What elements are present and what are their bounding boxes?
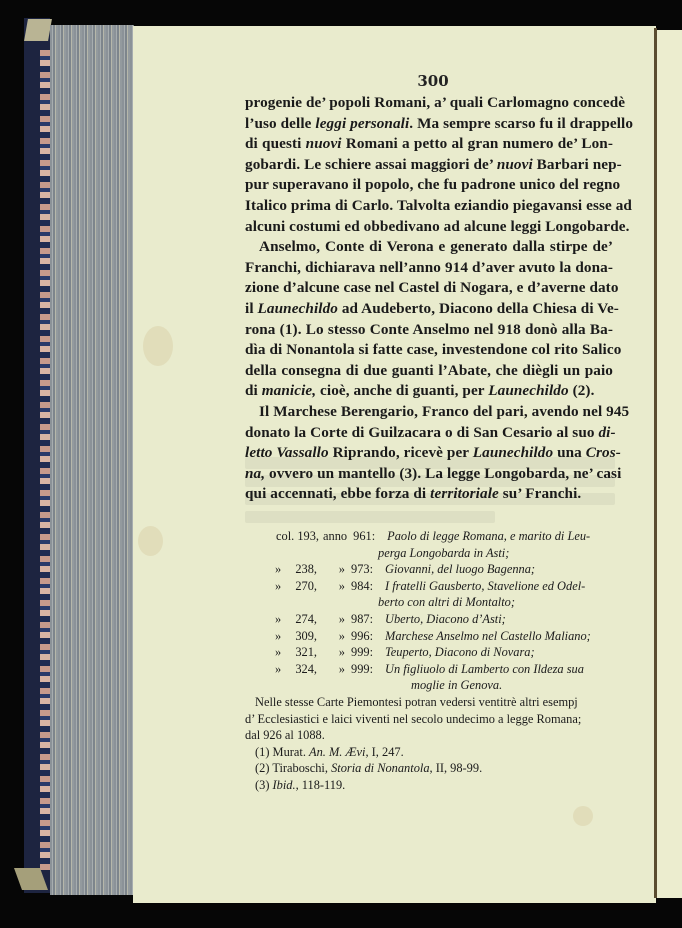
text-run: gobardi. Le schiere assai maggiori de’: [245, 155, 497, 173]
text-line: [245, 484, 613, 505]
text-run: pur superavano il popolo, che fu padrone unico del regno: [245, 176, 621, 194]
year: 987:: [351, 611, 374, 626]
text-line: [245, 464, 622, 485]
text-run: I, 247.: [368, 744, 404, 759]
note-entry: [245, 578, 615, 595]
text-run: Barbari nep-: [532, 155, 622, 173]
text-run: (2).: [568, 382, 595, 400]
footnote: [245, 777, 615, 794]
paper-stain: [573, 806, 593, 826]
italic-text: Cros-: [585, 444, 621, 462]
text-run: Italico prima di Carlo. Talvolta eziandio piegavansi esse ad: [245, 196, 632, 214]
note-paragraph-line: Nelle stesse Carte Piemontesi potran vedersi ventitrè altri esempj: [255, 694, 578, 709]
text-line: [245, 361, 613, 382]
italic-text: nuovi: [496, 155, 533, 173]
marbled-endpaper: [40, 50, 50, 870]
italic-text: Ibid.,: [272, 777, 299, 792]
text-run: di: [245, 382, 262, 400]
text-line: [245, 175, 621, 196]
paper-stain: [138, 526, 163, 556]
main-text: [245, 93, 634, 505]
ditto-mark: »: [275, 578, 282, 593]
text-run: cioè, anche di guanti, per: [316, 382, 489, 400]
column-number: 321,: [295, 645, 317, 660]
text-line: [245, 402, 630, 423]
text-line: [245, 217, 630, 238]
text-line: [245, 196, 632, 217]
note-entry: [245, 661, 615, 678]
text-run: alcuni costumi ed obbedivano ad alcune leggi Longobarde.: [245, 217, 630, 235]
note-entry: [245, 561, 615, 578]
text-run: rona (1). Lo stesso Conte Anselmo nel 918 donò alla Ba-: [245, 320, 613, 338]
year: 961:: [353, 529, 376, 543]
text-run: della consegna di due guanti l’Abate, che diègli un paio: [245, 361, 613, 379]
text-run: di questi: [245, 135, 306, 153]
italic-text: manicie,: [261, 382, 317, 400]
text-run: ad Audeberto, Diacono della Chiesa di Ve-: [337, 299, 619, 317]
note-paragraph-line: d’ Ecclesiastici e laici viventi nel secolo undecimo a legge Romana;: [245, 711, 582, 726]
note-description: Un figliuolo di Lamberto con Ildeza sua: [385, 661, 584, 676]
italic-text: leggi personali: [315, 114, 410, 132]
page-number: 300: [417, 72, 449, 90]
text-run: qui accennati, ebbe forza di: [245, 485, 431, 503]
text-run: Romani a petto al gran numero de’ Lon-: [341, 135, 613, 153]
footnote: [245, 744, 615, 761]
year: 999:: [351, 645, 374, 660]
italic-text: Launechildo: [488, 382, 569, 400]
column-number: 324,: [295, 661, 317, 676]
ditto-mark: »: [338, 562, 345, 577]
text-line: [245, 114, 634, 135]
text-run: ovvero un mantello (3). La legge Longobarda, ne’ casi: [265, 464, 622, 482]
ditto-mark: »: [338, 628, 345, 643]
year: 999:: [351, 661, 374, 676]
ditto-mark: »: [338, 645, 345, 660]
text-line: [245, 258, 613, 279]
ditto-mark: »: [338, 611, 345, 626]
text-line: [245, 381, 613, 402]
year-label: anno: [323, 529, 348, 543]
text-run: (2) Tiraboschi,: [255, 761, 332, 776]
text-run: il: [245, 299, 258, 317]
column-number: 274,: [295, 611, 317, 626]
column-number: 238,: [295, 562, 317, 577]
italic-text: di-: [598, 423, 616, 441]
note-description: Marchese Anselmo nel Castello Maliano;: [385, 628, 591, 643]
facing-page: [657, 30, 682, 898]
note-description: Teuperto, Diacono di Novara;: [385, 645, 535, 660]
text-run: Franchi, dichiarava nell’anno 914 d’aver avuto la dona-: [245, 258, 613, 276]
ditto-mark: »: [275, 661, 282, 676]
italic-text: Storia di Nonantola,: [331, 761, 433, 776]
note-entry: [245, 628, 615, 645]
italic-text: Launechildo: [257, 299, 338, 317]
text-line: [245, 423, 616, 444]
year: 984:: [351, 578, 374, 593]
note-description-continued: berto con altri di Montalto;: [378, 595, 515, 610]
note-paragraph-line: dal 926 al 1088.: [245, 728, 325, 743]
note-entry: [245, 611, 615, 628]
italic-text: An. M. Ævi,: [309, 744, 369, 759]
note-description-continued: moglie in Genova.: [411, 678, 503, 693]
italic-text: territoriale: [430, 485, 499, 503]
ditto-mark: »: [338, 661, 345, 676]
text-line: [245, 340, 622, 361]
text-run: donato la Corte di Guilzacara o di San Cesario al suo: [245, 423, 599, 441]
note-description: Paolo di legge Romana, e marito di Leu-: [387, 529, 591, 543]
text-line: [245, 134, 613, 155]
note-description: Giovanni, del luogo Bagenna;: [385, 562, 536, 577]
text-line: [245, 299, 619, 320]
text-line: [245, 237, 613, 258]
ditto-mark: »: [338, 578, 345, 593]
text-line: [245, 320, 613, 341]
note-description: Uberto, Diacono d’Asti;: [385, 611, 506, 626]
notes-section: [245, 528, 615, 794]
text-run: zione d’alcune case nel Castel di Nogara, e d’averne dato: [245, 279, 619, 297]
text-line: [245, 93, 626, 114]
text-line: [245, 155, 622, 176]
text-run: Riprando, ricevè per: [328, 444, 473, 462]
note-description-continued: perga Longobarda in Asti;: [378, 545, 510, 560]
note-entry: [245, 528, 615, 545]
text-run: l’uso delle: [245, 114, 316, 132]
italic-text: nuovi: [305, 135, 342, 153]
text-run: progenie de’ popoli Romani, a’ quali Carlomagno concedè: [245, 94, 626, 111]
ditto-mark: »: [275, 628, 282, 643]
column-number: col. 193,: [276, 529, 320, 543]
bleed-through-text: [245, 511, 495, 523]
paper-stain: [143, 326, 173, 366]
text-run: Il Marchese Berengario, Franco del pari, avendo nel 945: [259, 402, 630, 420]
column-number: 270,: [295, 578, 317, 593]
italic-text: na,: [245, 464, 266, 482]
page-edges: [50, 25, 134, 895]
text-run: una: [553, 444, 586, 462]
footnote: [245, 760, 615, 777]
ditto-mark: »: [275, 645, 282, 660]
note-description: I fratelli Gausberto, Stavelione ed Odel-: [385, 578, 586, 593]
year: 973:: [351, 562, 374, 577]
text-run: . Ma sempre scarso fu il drappello: [409, 114, 634, 132]
cover-corner-top: [24, 19, 52, 41]
text-line: [245, 278, 619, 299]
italic-text: Launechildo: [472, 444, 554, 462]
text-run: su’ Franchi.: [498, 485, 582, 503]
ditto-mark: »: [275, 611, 282, 626]
text-run: 118-119.: [298, 777, 346, 792]
column-number: 309,: [295, 628, 317, 643]
text-run: II, 98-99.: [432, 761, 483, 776]
text-run: (3): [255, 777, 273, 792]
text-run: Anselmo, Conte di Verona e generato dalla stirpe de’: [259, 238, 613, 256]
ditto-mark: »: [275, 562, 282, 577]
italic-text: letto Vassallo: [245, 444, 329, 462]
note-entry: [245, 644, 615, 661]
text-line: [245, 443, 621, 464]
text-run: dìa di Nonantola si fatte case, investendone col rito Salico: [245, 341, 622, 359]
text-run: (1) Murat.: [255, 744, 310, 759]
year: 996:: [351, 628, 374, 643]
